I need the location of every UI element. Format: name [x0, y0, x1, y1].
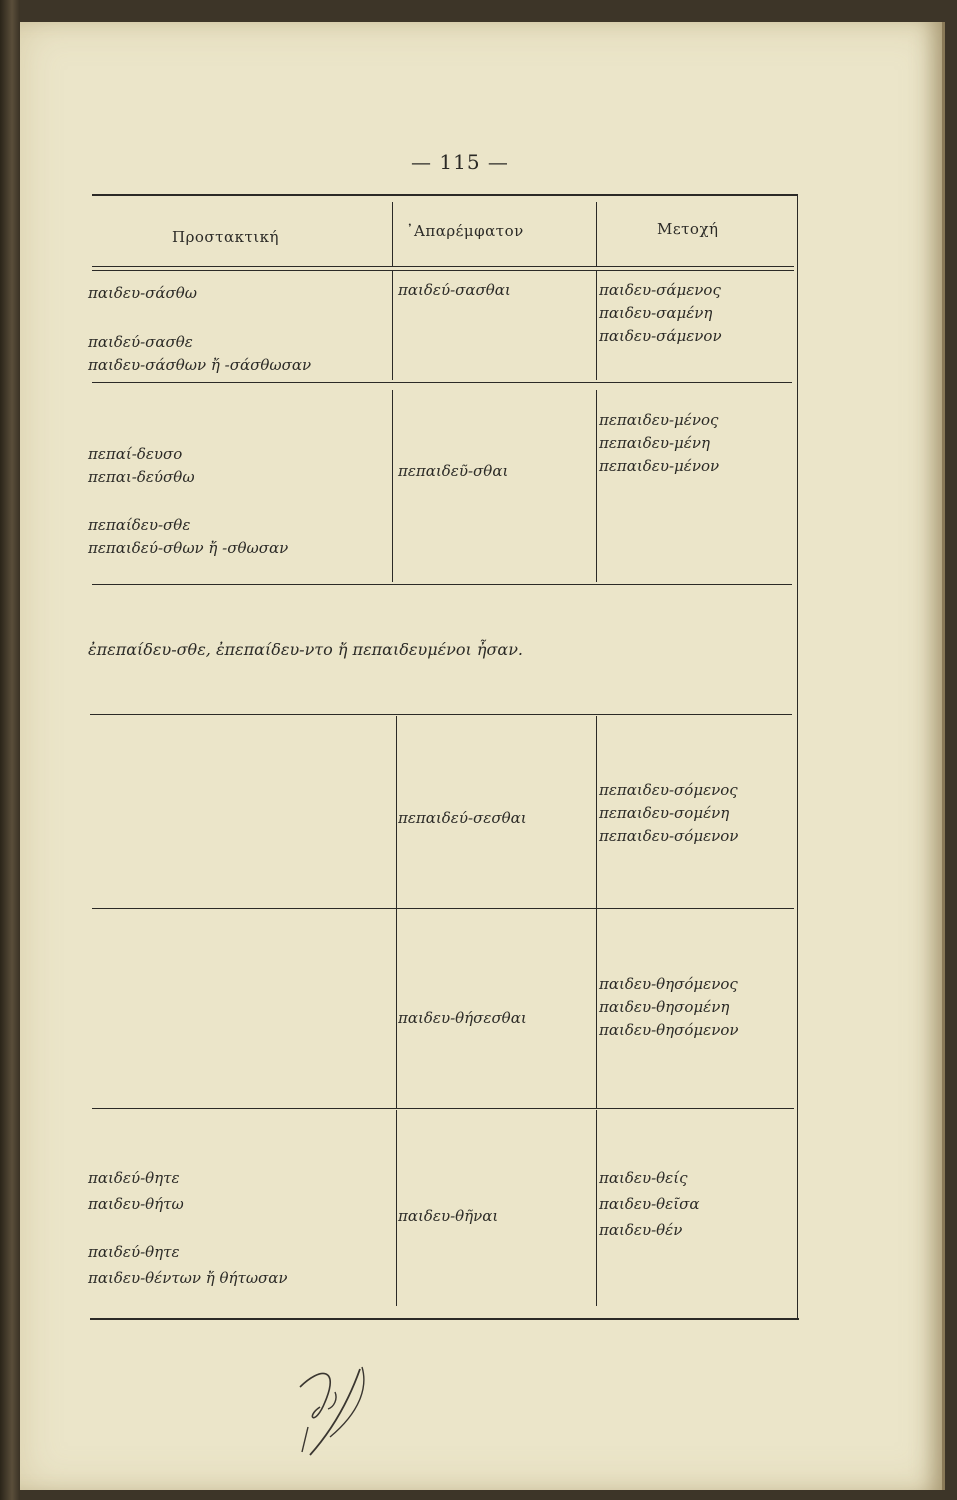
block6-participle-line2: παιδευ-θεῖσα — [599, 1195, 700, 1213]
block6-participle-line1: παιδευ-θείς — [599, 1169, 688, 1187]
block2-bottom-rule — [92, 584, 792, 585]
block6-imperative-line1: παιδεύ-θητε — [88, 1169, 180, 1187]
block6-participle-line3: παιδευ-θέν — [599, 1221, 683, 1239]
block6-infinitive: παιδευ-θῆναι — [398, 1207, 499, 1225]
header-infinitive: ᾿Απαρέμφατον — [406, 222, 524, 240]
block1-participle-line3: παιδευ-σάμενον — [599, 327, 722, 345]
block4-divider-2 — [596, 716, 597, 908]
block1-divider-2 — [596, 270, 597, 380]
header-bottom-rule — [92, 266, 794, 267]
block2-imperative-line4: πεπαιδεύ-σθων ἤ -σθωσαν — [88, 539, 289, 557]
block4-participle-line1: πεπαιδευ-σόμενος — [599, 781, 738, 799]
block2-infinitive: πεπαιδεῦ-σθαι — [398, 462, 509, 480]
block1-imperative-line3: παιδευ-σάσθων ἤ -σάσθωσαν — [88, 356, 312, 374]
block1-participle-line2: παιδευ-σαμένη — [599, 304, 713, 322]
block6-imperative-line4: παιδευ-θέντων ἤ θήτωσαν — [88, 1269, 288, 1287]
block5-participle-line3: παιδευ-θησόμενον — [599, 1021, 739, 1039]
block1-infinitive: παιδεύ-σασθαι — [398, 281, 511, 299]
block2-imperative-line1: πεπαί-δευσο — [88, 445, 183, 463]
block5-participle-line1: παιδευ-θησόμενος — [599, 975, 738, 993]
header-imperative: Προστακτική — [172, 228, 280, 246]
handwritten-signature — [290, 1357, 400, 1467]
block5-participle-line2: παιδευ-θησομένη — [599, 998, 730, 1016]
book-page — [20, 22, 945, 1490]
block4-participle-line3: πεπαιδευ-σόμενον — [599, 827, 739, 845]
block2-divider-1 — [392, 390, 393, 582]
table-bottom-rule — [90, 1318, 799, 1320]
block5-infinitive: παιδευ-θήσεσθαι — [398, 1009, 527, 1027]
block5-divider-2 — [596, 908, 597, 1108]
block2-participle-line2: πεπαιδευ-μένη — [599, 434, 710, 452]
block2-imperative-line2: πεπαι-δεύσθω — [88, 468, 195, 486]
header-participle: Μετοχή — [657, 220, 719, 238]
block2-participle-line3: πεπαιδευ-μένον — [599, 457, 720, 475]
table-top-rule — [92, 194, 798, 196]
block5-bottom-rule — [92, 1108, 794, 1109]
table-right-rule — [797, 194, 798, 1319]
block4-infinitive: πεπαιδεύ-σεσθαι — [398, 809, 527, 827]
block4-bottom-rule — [92, 908, 794, 909]
block1-divider-1 — [392, 270, 393, 380]
block4-participle-line2: πεπαιδευ-σομένη — [599, 804, 730, 822]
block1-imperative-line2: παιδεύ-σασθε — [88, 333, 193, 351]
block6-imperative-line2: παιδευ-θήτω — [88, 1195, 184, 1213]
block6-divider-1 — [396, 1110, 397, 1306]
block3-note: ἐπεπαίδευ-σθε, ἐπεπαίδευ-ντο ἤ πεπαιδευμένοι ἦσαν. — [88, 640, 524, 659]
book-spine-edge — [0, 0, 20, 1500]
block3-bottom-rule — [90, 714, 792, 715]
block1-imperative-line1: παιδευ-σάσθω — [88, 284, 198, 302]
header-divider-1 — [392, 202, 393, 266]
block5-divider-1 — [396, 908, 397, 1108]
block4-divider-1 — [396, 716, 397, 908]
block6-imperative-line3: παιδεύ-θητε — [88, 1243, 180, 1261]
page-number: — 115 — — [411, 150, 509, 174]
block1-bottom-rule — [92, 382, 792, 383]
block6-divider-2 — [596, 1110, 597, 1306]
block2-imperative-line3: πεπαίδευ-σθε — [88, 516, 191, 534]
block2-divider-2 — [596, 390, 597, 582]
block2-participle-line1: πεπαιδευ-μένος — [599, 411, 719, 429]
header-bottom-rule-2 — [92, 270, 794, 271]
block1-participle-line1: παιδευ-σάμενος — [599, 281, 721, 299]
header-divider-2 — [596, 202, 597, 266]
